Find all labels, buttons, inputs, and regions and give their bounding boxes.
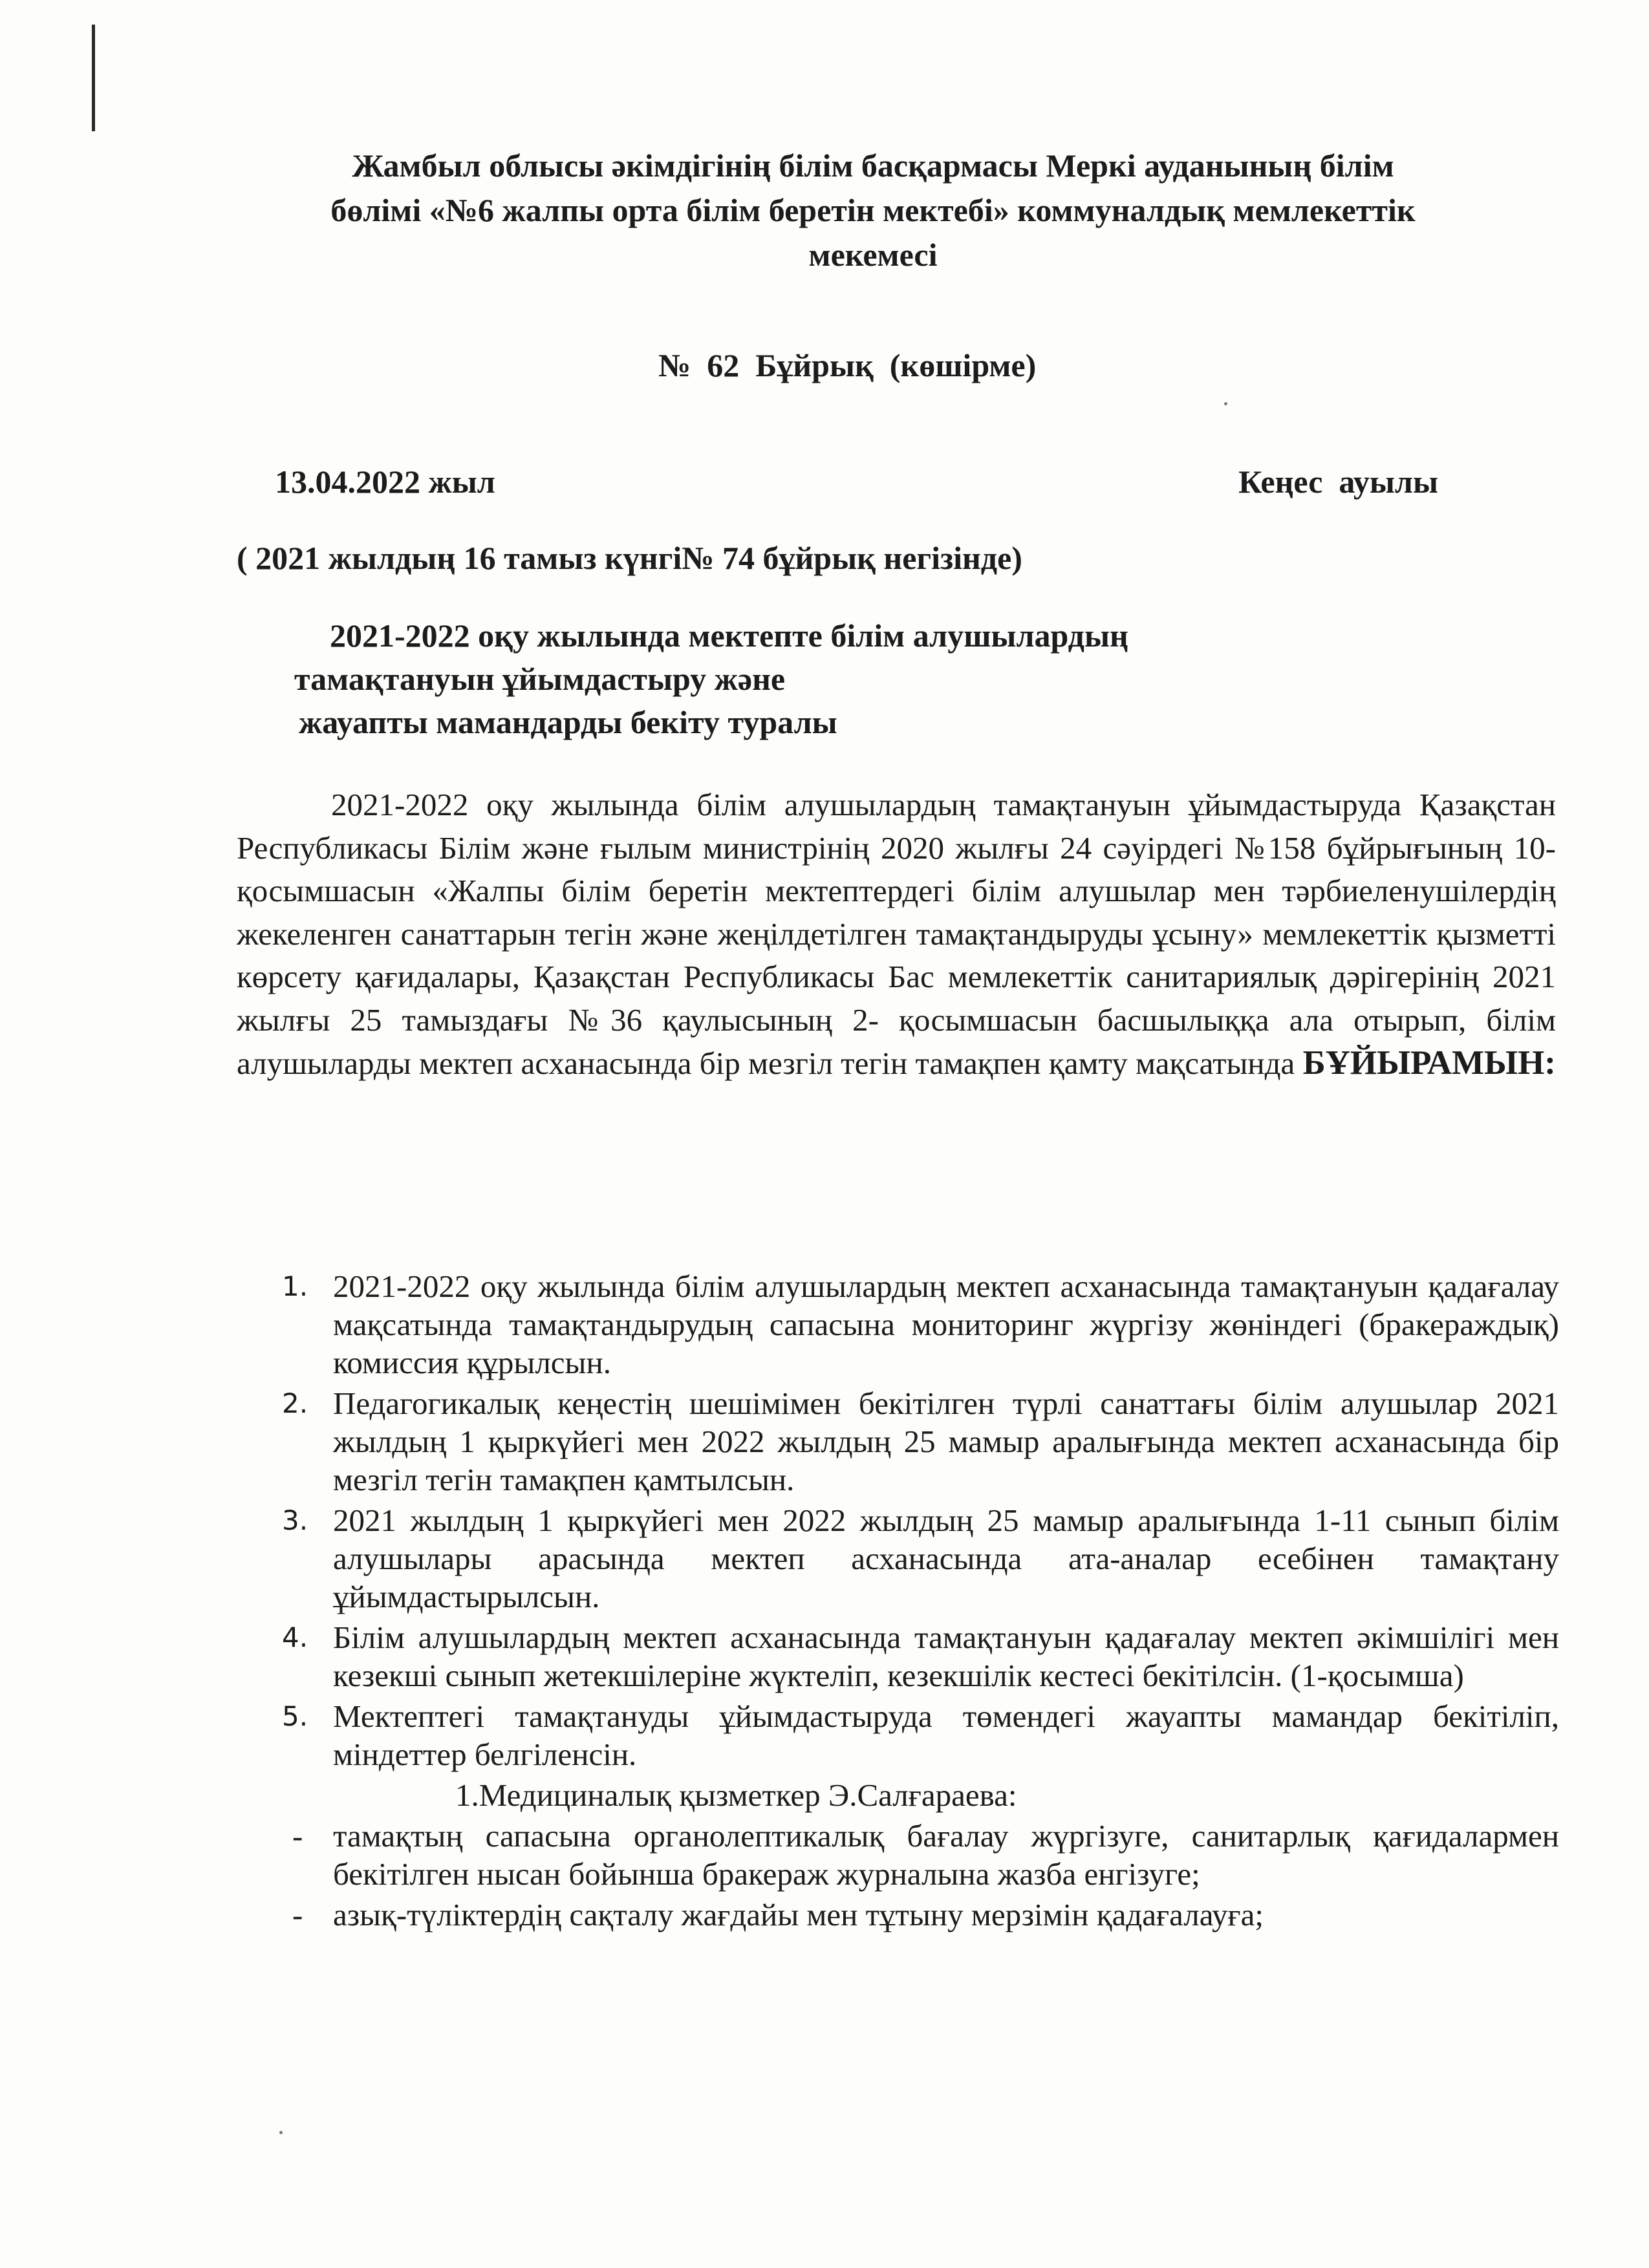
- item-text: 2021 жылдың 1 қыркүйегі мен 2022 жылдың 25 мамыр аралығында 1-11 сынып білім алушылары арасында мектеп асханасында ата-аналар есебінен тамақтану ұйымдастырылсын.: [333, 1503, 1559, 1614]
- institution-header: [194, 144, 1552, 277]
- preamble-paragraph: [237, 784, 1556, 1086]
- preamble-text: 2021-2022 оқу жылында білім алушылардың тамақтануын ұйымдастыруда Қазақстан Республикасы Білім және ғылым министрінің 2020 жылғы 24 сәуірдегі №158 бұйрығының 10-қосымшасын «Жалпы білім беретін мектептердегі білім алушылар мен тәрбиеленушілердің жекеленген санаттарын тегін және жеңілдетілген тамақтандыруды ұсыну» мемлекеттік қызметті көрсету қағидалары, Қазақстан Республикасы Бас мемлекеттік санитариялық дәрігерінің 2021 жылғы 25 тамыздағы №36 қаулысының 2- қосымшасын басшылыққа ала отырып, білім алушыларды мектеп асханасында бір мезгіл тегін тамақпен қамту мақсатында: [237, 787, 1556, 1081]
- duty-text: тамақтың сапасына органолептикалық бағалау жүргізуге, санитарлық қағидалармен бекітілген нысан бойынша бракераж журналына жазба енгізуге;: [333, 1818, 1559, 1892]
- duty-text: азық-түліктердің сақталу жағдайы мен тұтыну мерзімін қадағалауға;: [333, 1897, 1264, 1932]
- header-line: Жамбыл облысы әкімдігінің білім басқармасы Меркі ауданының білім: [352, 147, 1394, 184]
- item-number: 1.: [282, 1270, 308, 1302]
- order-date: 13.04.2022 жыл: [275, 464, 495, 500]
- scan-edge-mark: [92, 25, 95, 131]
- scan-speck: [279, 2131, 283, 2134]
- scan-speck: [1224, 402, 1227, 405]
- list-item: [282, 1618, 1559, 1695]
- item-number: 4.: [282, 1621, 308, 1653]
- order-place: Кеңес ауылы: [1238, 464, 1438, 500]
- order-items-list: [282, 1267, 1559, 1936]
- list-item: [282, 1267, 1559, 1382]
- item-number: 5.: [282, 1700, 308, 1732]
- subsection-heading: 1.Медициналық қызметкер Э.Салғараева:: [455, 1777, 1017, 1813]
- subject-line: жауапты мамандарды бекіту туралы: [299, 704, 837, 740]
- subject-line: 2021-2022 оқу жылында мектепте білім алушылардың: [330, 617, 1128, 654]
- item-number: 3.: [282, 1504, 308, 1536]
- order-title: № 62 Бұйрық (көшірме): [658, 347, 1037, 383]
- item-text: 2021-2022 оқу жылында білім алушылардың мектеп асханасында тамақтануын қадағалау мақсатында тамақтандырудың сапасына мониторинг жүргізу жөніндегі (бракераждық) комиссия құрылсын.: [333, 1268, 1559, 1380]
- list-item: [282, 1697, 1559, 1773]
- item-text: Мектептегі тамақтануды ұйымдастыруда төмендегі жауапты мамандар бекітіліп, міндеттер белгіленсін.: [333, 1698, 1559, 1772]
- duty-item: [282, 1896, 1559, 1934]
- header-line: бөлімі «№6 жалпы орта білім беретін мектебі» коммуналдық мемлекеттік: [330, 192, 1416, 228]
- list-item: [282, 1384, 1559, 1499]
- duty-item: [282, 1817, 1559, 1893]
- order-basis: ( 2021 жылдың 16 тамыз күнгі№ 74 бұйрық негізінде): [237, 540, 1022, 576]
- list-item: [282, 1501, 1559, 1616]
- command-word: БҰЙЫРАМЫН:: [1302, 1044, 1556, 1082]
- item-number: 2.: [282, 1387, 308, 1419]
- header-line: мекемесі: [808, 237, 938, 273]
- item-text: Педагогикалық кеңестің шешімімен бекітілген түрлі санаттағы білім алушылар 2021 жылдың 1 қыркүйегі мен 2022 жылдың 25 мамыр аралығында мектеп асханасында бір мезгіл тегін тамақпен қамтылсын.: [333, 1385, 1559, 1497]
- dash-bullet: -: [292, 1818, 303, 1854]
- subject-line: тамақтануын ұйымдастыру және: [294, 661, 786, 697]
- item-text: Білім алушылардың мектеп асханасында тамақтануын қадағалау мектеп әкімшілігі мен кезекші сынып жетекшілеріне жүктеліп, кезекшілік кестесі бекітілсін. (1-қосымша): [333, 1620, 1559, 1693]
- dash-bullet: -: [292, 1897, 303, 1932]
